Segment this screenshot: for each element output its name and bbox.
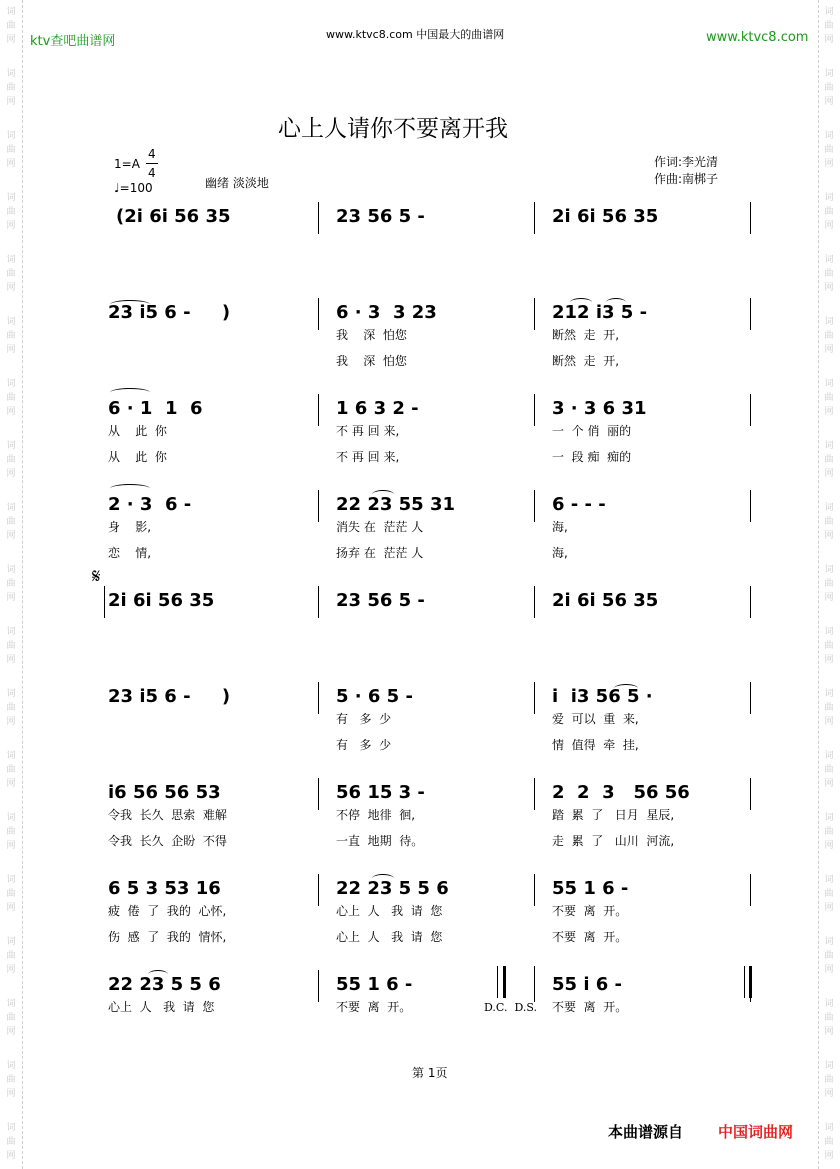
measure-notes: 56 15 3 - [336, 782, 425, 803]
watermark-glyph: 网 [824, 407, 834, 417]
watermark-glyph: 网 [824, 35, 834, 45]
measure-notes: 6 · 3 3 23 [336, 302, 437, 323]
lyric-line-1: 不要 离 开。 [552, 1000, 628, 1014]
watermark-glyph: 词 [6, 7, 16, 17]
measure-notes: 55 i 6 - [552, 974, 623, 995]
watermark-glyph: 网 [824, 97, 834, 107]
composer-credit: 作曲:南梆子 [654, 172, 719, 186]
lyric-line-2: 伤 感 了 我的 情怀, [108, 930, 227, 944]
lyric-line-2: 一直 地期 待。 [336, 834, 424, 848]
slur-arc [110, 388, 150, 397]
watermark-glyph: 曲 [824, 1013, 834, 1023]
lyric-line-1: 爱 可以 重 来, [552, 712, 639, 726]
barline [750, 394, 751, 426]
watermark-glyph: 曲 [6, 269, 16, 279]
watermark-glyph: 网 [6, 35, 16, 45]
lyric-line-2: 走 累 了 山川 河流, [552, 834, 675, 848]
watermark-glyph: 网 [6, 841, 16, 851]
watermark-glyph: 词 [6, 937, 16, 947]
time-signature-bottom: 4 [148, 166, 156, 180]
source-site[interactable]: 中国词曲网 [718, 1123, 794, 1141]
lyric-line-1: 不停 地徘 徊, [336, 808, 416, 822]
watermark-glyph: 词 [6, 751, 16, 761]
watermark-glyph: 曲 [824, 579, 834, 589]
watermark-glyph: 曲 [6, 455, 16, 465]
watermark-glyph: 曲 [824, 641, 834, 651]
watermark-glyph: 网 [824, 779, 834, 789]
watermark-glyph: 网 [824, 531, 834, 541]
watermark-glyph: 网 [824, 903, 834, 913]
watermark-glyph: 网 [824, 717, 834, 727]
watermark-glyph: 词 [6, 255, 16, 265]
double-barline [534, 966, 535, 998]
barline [750, 202, 751, 234]
watermark-glyph: 曲 [6, 517, 16, 527]
watermark-glyph: 网 [6, 531, 16, 541]
watermark-glyph: 词 [824, 751, 834, 761]
watermark-glyph: 网 [6, 593, 16, 603]
watermark-glyph: 网 [6, 283, 16, 293]
slur-arc [110, 300, 150, 309]
watermark-glyph: 曲 [6, 331, 16, 341]
lyric-line-1: 不要 离 开。 [336, 1000, 412, 1014]
barline [318, 970, 319, 1002]
slur-arc [570, 298, 592, 307]
measure-notes: 23 56 5 - [336, 590, 425, 611]
watermark-glyph: 网 [6, 97, 16, 107]
measure-notes: 2 2 3 56 56 [552, 782, 690, 803]
slur-arc [614, 684, 638, 693]
header-site-right[interactable]: www.ktvc8.com [706, 30, 809, 45]
measure-notes: 55 1 6 - [552, 878, 629, 899]
watermark-glyph: 词 [6, 875, 16, 885]
watermark-glyph: 曲 [824, 21, 834, 31]
watermark-glyph: 网 [824, 159, 834, 169]
barline [534, 874, 535, 906]
measure-notes: 212 i3 5 - [552, 302, 648, 323]
watermark-glyph: 词 [6, 317, 16, 327]
measure-notes: 22 23 5 5 6 [108, 974, 221, 995]
tempo-marking: ♩=100 [114, 181, 153, 195]
lyric-line-2: 有 多 少 [336, 738, 392, 752]
watermark-glyph: 曲 [6, 641, 16, 651]
slur-arc [372, 874, 394, 883]
key-signature: 1=A [114, 157, 140, 171]
watermark-glyph: 曲 [6, 889, 16, 899]
watermark-glyph: 网 [6, 717, 16, 727]
watermark-glyph: 曲 [824, 765, 834, 775]
watermark-glyph: 曲 [6, 1075, 16, 1085]
watermark-glyph: 词 [824, 937, 834, 947]
barline [318, 298, 319, 330]
watermark-glyph: 网 [824, 655, 834, 665]
lyric-line-1: 心上 人 我 请 您 [336, 904, 443, 918]
lyric-line-2: 不要 离 开。 [552, 930, 628, 944]
page-number: 第 1页 [412, 1066, 448, 1080]
watermark-glyph: 词 [824, 627, 834, 637]
watermark-glyph: 词 [824, 379, 834, 389]
watermark-glyph: 词 [6, 1123, 16, 1133]
watermark-glyph: 网 [6, 1089, 16, 1099]
lyric-line-2: 不 再 回 来, [336, 450, 400, 464]
watermark-glyph: 曲 [6, 703, 16, 713]
time-signature-top: 4 [148, 147, 156, 161]
watermark-glyph: 曲 [6, 579, 16, 589]
measure-notes: i i3 56 5 · [552, 686, 653, 707]
measure-notes: 3 · 3 6 31 [552, 398, 647, 419]
barline [534, 490, 535, 522]
barline [534, 778, 535, 810]
measure-notes: 22 23 55 31 [336, 494, 455, 515]
watermark-glyph: 曲 [6, 393, 16, 403]
watermark-glyph: 网 [824, 965, 834, 975]
measure-notes: 6 · 1 1 6 [108, 398, 203, 419]
watermark-glyph: 曲 [824, 517, 834, 527]
watermark-glyph: 曲 [824, 83, 834, 93]
watermark-glyph: 曲 [824, 1137, 834, 1147]
watermark-glyph: 词 [6, 627, 16, 637]
watermark-glyph: 词 [6, 813, 16, 823]
double-barline [744, 966, 745, 998]
measure-notes: 1 6 3 2 - [336, 398, 419, 419]
watermark-glyph: 网 [6, 345, 16, 355]
measure-notes: 6 - - - [552, 494, 606, 515]
watermark-glyph: 网 [6, 1027, 16, 1037]
lyric-line-2: 从 此 你 [108, 450, 167, 464]
watermark-glyph: 曲 [824, 207, 834, 217]
lyric-line-2: 扬弃 在 茫茫 人 [336, 546, 424, 560]
barline [750, 298, 751, 330]
watermark-glyph: 曲 [6, 1013, 16, 1023]
watermark-glyph: 曲 [824, 331, 834, 341]
watermark-glyph: 曲 [824, 393, 834, 403]
watermark-glyph: 词 [824, 503, 834, 513]
lyric-line-2: 海, [552, 546, 568, 560]
lyric-line-1: 从 此 你 [108, 424, 167, 438]
watermark-glyph: 曲 [6, 827, 16, 837]
watermark-glyph: 词 [824, 689, 834, 699]
lyric-line-1: 不 再 回 来, [336, 424, 400, 438]
barline [534, 202, 535, 234]
lyric-line-2: 心上 人 我 请 您 [336, 930, 443, 944]
lyricist-credit: 作词:李光清 [654, 155, 719, 169]
watermark-glyph: 网 [6, 159, 16, 169]
barline [750, 874, 751, 906]
watermark-glyph: 曲 [824, 269, 834, 279]
slur-arc [606, 298, 626, 307]
watermark-glyph: 词 [6, 131, 16, 141]
measure-notes: 2i 6i 56 35 [552, 590, 659, 611]
watermark-glyph: 词 [824, 193, 834, 203]
watermark-glyph: 网 [824, 1089, 834, 1099]
watermark-glyph: 网 [6, 779, 16, 789]
barline [318, 778, 319, 810]
slur-arc [148, 970, 168, 979]
watermark-glyph: 曲 [6, 207, 16, 217]
watermark-glyph: 词 [824, 255, 834, 265]
lyric-line-1: 我 深 怕您 [336, 328, 407, 342]
watermark-glyph: 词 [6, 193, 16, 203]
double-barline [497, 966, 498, 998]
watermark-glyph: 网 [6, 903, 16, 913]
watermark-glyph: 词 [824, 1061, 834, 1071]
barline [318, 490, 319, 522]
barline [750, 586, 751, 618]
measure-notes: 55 1 6 - [336, 974, 413, 995]
song-title: 心上人请你不要离开我 [278, 116, 508, 142]
lyric-line-2: 断然 走 开, [552, 354, 620, 368]
watermark-glyph: 曲 [6, 1137, 16, 1147]
barline [750, 490, 751, 522]
lyric-line-1: 疲 倦 了 我的 心怀, [108, 904, 227, 918]
header-center-text: www.ktvc8.com 中国最大的曲谱网 [326, 28, 505, 41]
watermark-glyph: 词 [6, 1061, 16, 1071]
measure-notes: 2i 6i 56 35 [552, 206, 659, 227]
watermark-glyph: 词 [6, 999, 16, 1009]
watermark-glyph: 词 [824, 813, 834, 823]
mood-marking: 幽绪 淡淡地 [205, 176, 269, 190]
double-barline [749, 966, 752, 998]
watermark-glyph: 词 [824, 69, 834, 79]
watermark-glyph: 曲 [6, 21, 16, 31]
lyric-line-2: 一 段 痴 痴的 [552, 450, 632, 464]
measure-notes: 23 56 5 - [336, 206, 425, 227]
watermark-glyph: 曲 [824, 1075, 834, 1085]
source-label: 本曲谱源自 [608, 1123, 684, 1141]
slur-arc [372, 490, 394, 499]
lyric-line-1: 消失 在 茫茫 人 [336, 520, 424, 534]
watermark-glyph: 网 [824, 345, 834, 355]
watermark-glyph: 词 [6, 565, 16, 575]
watermark-glyph: 曲 [824, 827, 834, 837]
watermark-glyph: 词 [824, 7, 834, 17]
measure-notes: 23 i5 6 - ) [108, 302, 231, 323]
watermark-glyph: 网 [6, 965, 16, 975]
lyric-line-2: 恋 情, [108, 546, 152, 560]
barline [534, 394, 535, 426]
lyric-line-2: 情 值得 牵 挂, [552, 738, 639, 752]
watermark-glyph: 曲 [6, 765, 16, 775]
barline [318, 682, 319, 714]
watermark-glyph: 曲 [6, 951, 16, 961]
measure-notes: 5 · 6 5 - [336, 686, 413, 707]
lyric-line-1: 身 影, [108, 520, 152, 534]
watermark-glyph: 词 [824, 875, 834, 885]
lyric-line-2: 令我 长久 企盼 不得 [108, 834, 227, 848]
watermark-glyph: 网 [824, 283, 834, 293]
barline [318, 394, 319, 426]
watermark-glyph: 词 [6, 689, 16, 699]
watermark-glyph: 网 [824, 469, 834, 479]
barline [534, 586, 535, 618]
watermark-glyph: 网 [6, 407, 16, 417]
watermark-glyph: 网 [824, 221, 834, 231]
watermark-glyph: 曲 [824, 889, 834, 899]
dc-ds-marking: D.C. D.S. [484, 1001, 538, 1014]
watermark-glyph: 词 [6, 441, 16, 451]
watermark-glyph: 词 [824, 565, 834, 575]
lyric-line-1: 有 多 少 [336, 712, 392, 726]
barline [318, 586, 319, 618]
measure-notes: 2i 6i 56 35 [108, 590, 215, 611]
watermark-glyph: 曲 [6, 83, 16, 93]
measure-notes: 6 5 3 53 16 [108, 878, 221, 899]
barline [318, 202, 319, 234]
slur-arc [110, 484, 150, 493]
watermark-glyph: 网 [824, 1027, 834, 1037]
lyric-line-1: 踏 累 了 日月 星辰, [552, 808, 675, 822]
watermark-glyph: 词 [6, 69, 16, 79]
time-signature-bar [146, 163, 158, 164]
watermark-glyph: 词 [824, 317, 834, 327]
lyric-line-1: 令我 长久 思索 难解 [108, 808, 227, 822]
double-barline [503, 966, 506, 998]
barline [750, 778, 751, 810]
watermark-glyph: 词 [824, 999, 834, 1009]
watermark-glyph: 曲 [6, 145, 16, 155]
watermark-glyph: 词 [824, 1123, 834, 1133]
lyric-line-1: 海, [552, 520, 568, 534]
barline [534, 298, 535, 330]
watermark-glyph: 词 [824, 131, 834, 141]
segno-barline [104, 586, 105, 618]
measure-notes: i6 56 56 53 [108, 782, 221, 803]
watermark-glyph: 曲 [824, 455, 834, 465]
measure-notes: 23 i5 6 - ) [108, 686, 231, 707]
barline [318, 874, 319, 906]
watermark-glyph: 网 [824, 841, 834, 851]
watermark-glyph: 网 [6, 221, 16, 231]
watermark-glyph: 网 [6, 469, 16, 479]
watermark-glyph: 曲 [824, 703, 834, 713]
measure-notes: (2i 6i 56 35 [116, 206, 231, 227]
lyric-line-1: 一 个 俏 丽的 [552, 424, 632, 438]
watermark-glyph: 词 [824, 441, 834, 451]
lyric-line-1: 心上 人 我 请 您 [108, 1000, 215, 1014]
watermark-glyph: 网 [6, 1151, 16, 1161]
watermark-glyph: 词 [6, 503, 16, 513]
watermark-glyph: 词 [6, 379, 16, 389]
watermark-glyph: 网 [824, 1151, 834, 1161]
header-site-left[interactable]: ktv查吧曲谱网 [30, 34, 116, 49]
barline [750, 682, 751, 714]
lyric-line-1: 不要 离 开。 [552, 904, 628, 918]
watermark-glyph: 网 [6, 655, 16, 665]
measure-notes: 2 · 3 6 - [108, 494, 192, 515]
watermark-glyph: 曲 [824, 145, 834, 155]
measure-notes: 22 23 5 5 6 [336, 878, 449, 899]
lyric-line-1: 断然 走 开, [552, 328, 620, 342]
lyric-line-2: 我 深 怕您 [336, 354, 407, 368]
barline [534, 682, 535, 714]
watermark-glyph: 网 [824, 593, 834, 603]
segno-sign: 𝄋 [92, 564, 101, 588]
watermark-glyph: 曲 [824, 951, 834, 961]
